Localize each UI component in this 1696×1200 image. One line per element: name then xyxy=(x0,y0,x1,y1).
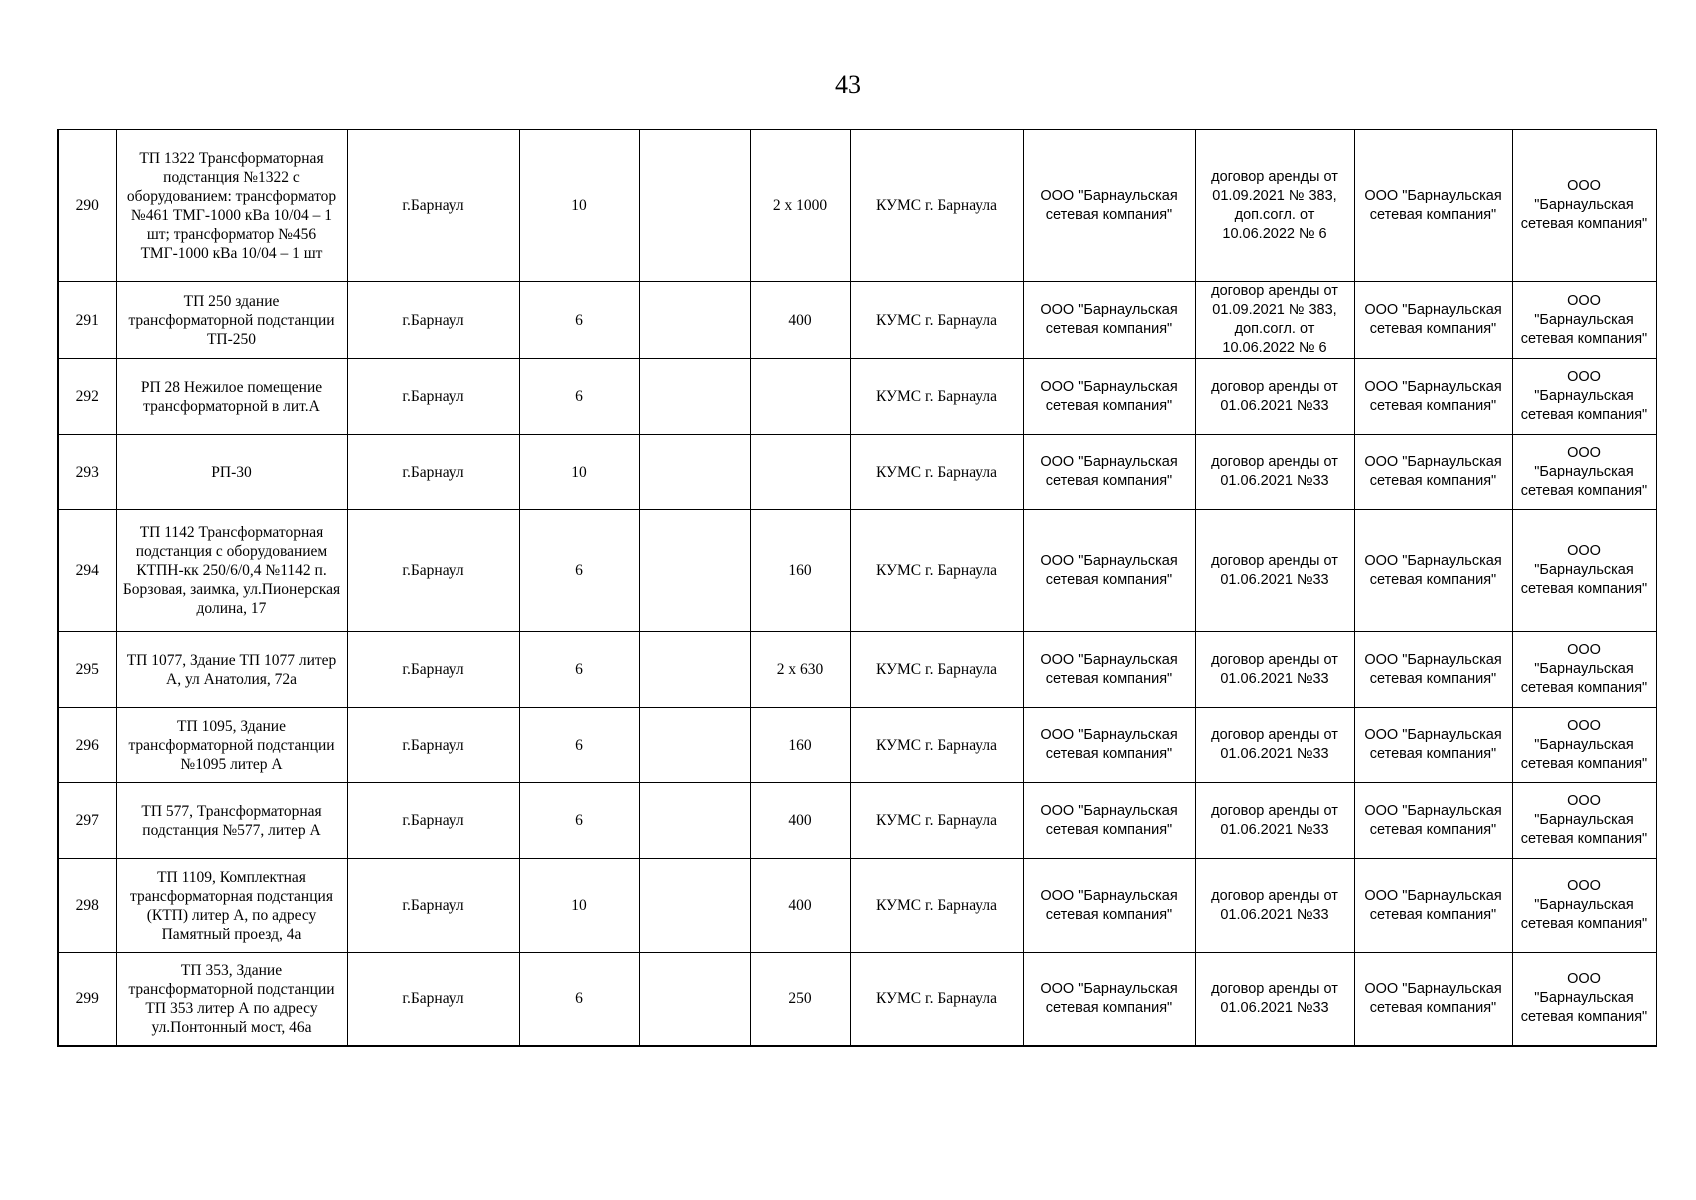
table-row xyxy=(58,130,1656,282)
cell-org-1: ООО "Барнаульская сетевая компания" xyxy=(1354,282,1512,359)
cell-owner: КУМС г. Барнаула xyxy=(850,510,1023,632)
cell-number: 292 xyxy=(58,359,116,435)
cell-owner: КУМС г. Барнаула xyxy=(850,435,1023,510)
cell-voltage: 6 xyxy=(519,953,639,1046)
cell-contract: договор аренды от 01.06.2021 №33 xyxy=(1195,783,1354,859)
cell-power xyxy=(750,435,850,510)
cell-power: 400 xyxy=(750,783,850,859)
cell-org-2: ООО "Барнаульская сетевая компания" xyxy=(1512,435,1656,510)
cell-owner: КУМС г. Барнаула xyxy=(850,359,1023,435)
cell-city: г.Барнаул xyxy=(347,435,519,510)
cell-power xyxy=(750,359,850,435)
cell-number: 294 xyxy=(58,510,116,632)
cell-org-1: ООО "Барнаульская сетевая компания" xyxy=(1354,359,1512,435)
cell-object-name: ТП 1322 Трансформаторная подстанция №1322 с оборудованием: трансформатор №461 ТМГ-1000 кВа 10/04 – 1 шт; трансформатор №456 ТМГ-1000 кВа 10/04 – 1 шт xyxy=(116,130,347,282)
cell-contract: договор аренды от 01.06.2021 №33 xyxy=(1195,510,1354,632)
cell-org-2: ООО "Барнаульская сетевая компания" xyxy=(1512,783,1656,859)
cell-empty xyxy=(639,435,750,510)
table-row xyxy=(58,359,1656,435)
cell-contract: договор аренды от 01.09.2021 № 383, доп.согл. от 10.06.2022 № 6 xyxy=(1195,130,1354,282)
cell-org-1: ООО "Барнаульская сетевая компания" xyxy=(1354,708,1512,783)
cell-empty xyxy=(639,708,750,783)
cell-city: г.Барнаул xyxy=(347,783,519,859)
cell-voltage: 10 xyxy=(519,859,639,953)
cell-contract: договор аренды от 01.06.2021 №33 xyxy=(1195,708,1354,783)
table-row xyxy=(58,953,1656,1046)
cell-object-name: ТП 577, Трансформаторная подстанция №577, литер А xyxy=(116,783,347,859)
cell-user: ООО "Барнаульская сетевая компания" xyxy=(1023,130,1195,282)
cell-city: г.Барнаул xyxy=(347,859,519,953)
cell-user: ООО "Барнаульская сетевая компания" xyxy=(1023,359,1195,435)
cell-city: г.Барнаул xyxy=(347,130,519,282)
cell-power: 400 xyxy=(750,859,850,953)
cell-number: 291 xyxy=(58,282,116,359)
cell-voltage: 10 xyxy=(519,435,639,510)
cell-object-name: РП-30 xyxy=(116,435,347,510)
cell-org-1: ООО "Барнаульская сетевая компания" xyxy=(1354,435,1512,510)
cell-contract: договор аренды от 01.09.2021 № 383, доп.согл. от 10.06.2022 № 6 xyxy=(1195,282,1354,359)
cell-org-2: ООО "Барнаульская сетевая компания" xyxy=(1512,632,1656,708)
cell-org-1: ООО "Барнаульская сетевая компания" xyxy=(1354,859,1512,953)
cell-org-1: ООО "Барнаульская сетевая компания" xyxy=(1354,632,1512,708)
cell-user: ООО "Барнаульская сетевая компания" xyxy=(1023,708,1195,783)
cell-city: г.Барнаул xyxy=(347,953,519,1046)
registry-body xyxy=(58,130,1656,1046)
cell-owner: КУМС г. Барнаула xyxy=(850,859,1023,953)
cell-city: г.Барнаул xyxy=(347,359,519,435)
cell-owner: КУМС г. Барнаула xyxy=(850,783,1023,859)
cell-owner: КУМС г. Барнаула xyxy=(850,953,1023,1046)
table-row xyxy=(58,510,1656,632)
cell-org-2: ООО "Барнаульская сетевая компания" xyxy=(1512,708,1656,783)
cell-empty xyxy=(639,510,750,632)
cell-number: 295 xyxy=(58,632,116,708)
cell-user: ООО "Барнаульская сетевая компания" xyxy=(1023,435,1195,510)
cell-power: 160 xyxy=(750,708,850,783)
table-row xyxy=(58,708,1656,783)
page-number: 43 xyxy=(835,70,861,99)
cell-object-name: ТП 1142 Трансформаторная подстанция с оборудованием КТПН-кк 250/6/0,4 №1142 п. Борзовая, заимка, ул.Пионерская долина, 17 xyxy=(116,510,347,632)
cell-empty xyxy=(639,953,750,1046)
cell-user: ООО "Барнаульская сетевая компания" xyxy=(1023,510,1195,632)
cell-empty xyxy=(639,783,750,859)
cell-owner: КУМС г. Барнаула xyxy=(850,632,1023,708)
cell-number: 298 xyxy=(58,859,116,953)
cell-voltage: 6 xyxy=(519,510,639,632)
cell-contract: договор аренды от 01.06.2021 №33 xyxy=(1195,632,1354,708)
cell-contract: договор аренды от 01.06.2021 №33 xyxy=(1195,359,1354,435)
cell-object-name: ТП 1095, Здание трансформаторной подстанции №1095 литер А xyxy=(116,708,347,783)
cell-org-2: ООО "Барнаульская сетевая компания" xyxy=(1512,953,1656,1046)
cell-power: 160 xyxy=(750,510,850,632)
cell-user: ООО "Барнаульская сетевая компания" xyxy=(1023,859,1195,953)
registry-table xyxy=(57,129,1657,1047)
cell-power: 2 х 630 xyxy=(750,632,850,708)
cell-owner: КУМС г. Барнаула xyxy=(850,708,1023,783)
cell-org-2: ООО "Барнаульская сетевая компания" xyxy=(1512,859,1656,953)
cell-empty xyxy=(639,282,750,359)
cell-city: г.Барнаул xyxy=(347,282,519,359)
table-row xyxy=(58,282,1656,359)
table-row xyxy=(58,632,1656,708)
cell-number: 290 xyxy=(58,130,116,282)
cell-voltage: 10 xyxy=(519,130,639,282)
cell-org-2: ООО "Барнаульская сетевая компания" xyxy=(1512,359,1656,435)
cell-org-1: ООО "Барнаульская сетевая компания" xyxy=(1354,130,1512,282)
cell-voltage: 6 xyxy=(519,282,639,359)
cell-user: ООО "Барнаульская сетевая компания" xyxy=(1023,282,1195,359)
cell-org-2: ООО "Барнаульская сетевая компания" xyxy=(1512,282,1656,359)
cell-city: г.Барнаул xyxy=(347,708,519,783)
cell-user: ООО "Барнаульская сетевая компания" xyxy=(1023,632,1195,708)
cell-city: г.Барнаул xyxy=(347,510,519,632)
cell-voltage: 6 xyxy=(519,708,639,783)
cell-contract: договор аренды от 01.06.2021 №33 xyxy=(1195,953,1354,1046)
cell-user: ООО "Барнаульская сетевая компания" xyxy=(1023,953,1195,1046)
cell-empty xyxy=(639,859,750,953)
cell-voltage: 6 xyxy=(519,359,639,435)
cell-owner: КУМС г. Барнаула xyxy=(850,282,1023,359)
cell-contract: договор аренды от 01.06.2021 №33 xyxy=(1195,859,1354,953)
cell-power: 2 х 1000 xyxy=(750,130,850,282)
cell-org-2: ООО "Барнаульская сетевая компания" xyxy=(1512,130,1656,282)
cell-number: 293 xyxy=(58,435,116,510)
cell-object-name: ТП 353, Здание трансформаторной подстанции ТП 353 литер А по адресу ул.Понтонный мост, 46а xyxy=(116,953,347,1046)
cell-power: 400 xyxy=(750,282,850,359)
table-row xyxy=(58,859,1656,953)
cell-empty xyxy=(639,359,750,435)
cell-contract: договор аренды от 01.06.2021 №33 xyxy=(1195,435,1354,510)
cell-org-1: ООО "Барнаульская сетевая компания" xyxy=(1354,510,1512,632)
cell-empty xyxy=(639,130,750,282)
cell-voltage: 6 xyxy=(519,632,639,708)
cell-owner: КУМС г. Барнаула xyxy=(850,130,1023,282)
cell-user: ООО "Барнаульская сетевая компания" xyxy=(1023,783,1195,859)
cell-number: 297 xyxy=(58,783,116,859)
cell-voltage: 6 xyxy=(519,783,639,859)
cell-empty xyxy=(639,632,750,708)
cell-org-1: ООО "Барнаульская сетевая компания" xyxy=(1354,783,1512,859)
cell-org-1: ООО "Барнаульская сетевая компания" xyxy=(1354,953,1512,1046)
cell-object-name: ТП 250 здание трансформаторной подстанции ТП-250 xyxy=(116,282,347,359)
cell-object-name: ТП 1077, Здание ТП 1077 литер А, ул Анатолия, 72а xyxy=(116,632,347,708)
cell-number: 299 xyxy=(58,953,116,1046)
cell-org-2: ООО "Барнаульская сетевая компания" xyxy=(1512,510,1656,632)
table-row xyxy=(58,435,1656,510)
cell-city: г.Барнаул xyxy=(347,632,519,708)
cell-number: 296 xyxy=(58,708,116,783)
cell-object-name: РП 28 Нежилое помещение трансформаторной в лит.А xyxy=(116,359,347,435)
cell-object-name: ТП 1109, Комплектная трансформаторная подстанция (КТП) литер А, по адресу Памятный проезд, 4а xyxy=(116,859,347,953)
cell-power: 250 xyxy=(750,953,850,1046)
table-row xyxy=(58,783,1656,859)
